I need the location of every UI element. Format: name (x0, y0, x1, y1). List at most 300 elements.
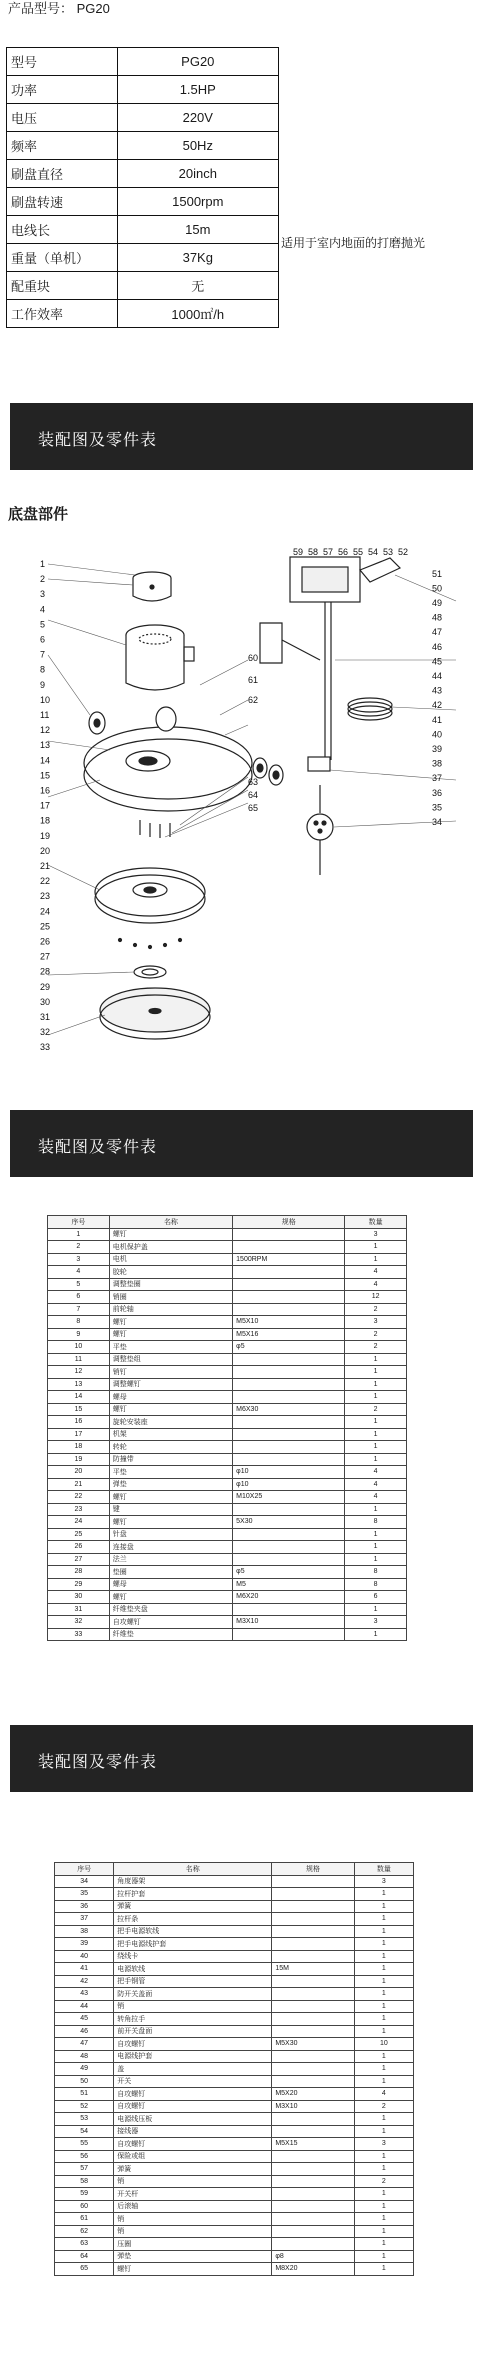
part-number: 44 (55, 2000, 114, 2013)
part-number: 21 (48, 1478, 110, 1491)
part-number: 7 (48, 1303, 110, 1316)
part-name: 调整垫圈 (109, 1278, 232, 1291)
part-spec (272, 2000, 354, 2013)
spec-row (7, 132, 279, 160)
part-spec (233, 1228, 345, 1241)
diagram-callout: 31 (40, 1012, 51, 1022)
part-name: 自攻螺钉 (114, 2038, 272, 2051)
part-name: 调整垫组 (109, 1353, 232, 1366)
table-row (48, 1328, 407, 1341)
part-number: 2 (48, 1241, 110, 1254)
part-spec: 1500RPM (233, 1253, 345, 1266)
spec-value: 15m (117, 216, 278, 244)
part-name: 自攻螺钉 (114, 2100, 272, 2113)
part-spec (233, 1428, 345, 1441)
diagram-callout: 7 (40, 649, 46, 660)
part-number: 38 (55, 1925, 114, 1938)
part-name: 销圈 (109, 1291, 232, 1304)
diagram-callout: 25 (40, 921, 51, 932)
part-name: 垫圈 (109, 1566, 232, 1579)
spec-table (6, 47, 279, 328)
diagram-callout: 19 (40, 830, 51, 841)
part-qty: 4 (345, 1478, 407, 1491)
part-number: 3 (48, 1253, 110, 1266)
part-name: 电源线护套 (114, 2050, 272, 2063)
part-number: 11 (48, 1353, 110, 1366)
table-row (48, 1428, 407, 1441)
part-qty: 1 (345, 1453, 407, 1466)
table-row (55, 1900, 414, 1913)
diagram-callout: 58 (308, 547, 319, 557)
part-number: 62 (55, 2225, 114, 2238)
diagram-callout: 14 (40, 755, 51, 766)
part-qty: 1 (345, 1428, 407, 1441)
diagram-callout: 35 (432, 802, 443, 813)
spec-value: 无 (117, 272, 278, 300)
part-qty: 1 (354, 2113, 413, 2126)
part-qty: 1 (345, 1241, 407, 1254)
part-qty: 1 (354, 1963, 413, 1976)
table-row (55, 1913, 414, 1926)
diagram-callout: 23 (40, 891, 51, 902)
part-number: 42 (55, 1975, 114, 1988)
parts-column-header: 名称 (114, 1863, 272, 1876)
table-row (48, 1553, 407, 1566)
part-qty: 1 (345, 1416, 407, 1429)
part-number: 20 (48, 1466, 110, 1479)
assembly-banner-2 (10, 1110, 473, 1177)
spec-value: PG20 (117, 48, 278, 76)
spec-row (7, 216, 279, 244)
table-row (48, 1253, 407, 1266)
part-qty: 1 (354, 1888, 413, 1901)
part-name: 电源软线 (114, 1963, 272, 1976)
part-number: 63 (55, 2238, 114, 2251)
parts-column-header: 名称 (109, 1216, 232, 1229)
diagram-callout: 44 (432, 671, 443, 681)
part-name: 销 (114, 2213, 272, 2226)
part-number: 41 (55, 1963, 114, 1976)
diagram-callout: 48 (432, 612, 443, 623)
part-name: 转角拉手 (114, 2013, 272, 2026)
part-qty: 2 (345, 1303, 407, 1316)
diagram-callout: 41 (432, 714, 443, 725)
part-qty: 1 (354, 2213, 413, 2226)
part-number: 52 (55, 2100, 114, 2113)
part-number: 4 (48, 1266, 110, 1279)
table-row (55, 2013, 414, 2026)
table-row (55, 1925, 414, 1938)
part-number: 39 (55, 1938, 114, 1951)
table-row (55, 2238, 414, 2251)
part-spec (272, 2125, 354, 2138)
diagram-callout: 20 (40, 845, 51, 856)
part-qty: 2 (345, 1341, 407, 1354)
table-row (48, 1541, 407, 1554)
part-qty: 3 (345, 1616, 407, 1629)
table-row (48, 1453, 407, 1466)
spec-key: 重量（单机） (7, 244, 118, 272)
diagram-callout: 1 (40, 559, 46, 569)
chassis-exploded-diagram (0, 535, 478, 1053)
spec-row (7, 76, 279, 104)
part-name: 拉杆护套 (114, 1888, 272, 1901)
diagram-callout: 55 (353, 547, 364, 557)
part-qty: 1 (354, 1925, 413, 1938)
part-spec (272, 1888, 354, 1901)
diagram-callout: 51 (432, 568, 443, 579)
table-row (55, 2113, 414, 2126)
part-number: 47 (55, 2038, 114, 2051)
banner-title: 装配图及零件表 (38, 1754, 158, 1771)
table-row (48, 1416, 407, 1429)
diagram-callout: 33 (40, 1042, 51, 1053)
part-name: 开关杆 (114, 2188, 272, 2201)
part-spec (233, 1541, 345, 1554)
part-number: 25 (48, 1528, 110, 1541)
table-row (48, 1466, 407, 1479)
part-qty: 4 (345, 1491, 407, 1504)
table-row (55, 2200, 414, 2213)
part-name: 电机 (109, 1253, 232, 1266)
table-row (48, 1628, 407, 1641)
part-number: 16 (48, 1416, 110, 1429)
part-qty: 3 (354, 1875, 413, 1888)
assembly-banner-3 (10, 1725, 473, 1792)
diagram-callout: 15 (40, 770, 51, 781)
part-name: 平垫 (109, 1341, 232, 1354)
part-name: 接线器 (114, 2125, 272, 2138)
table-row (55, 2175, 414, 2188)
part-spec: φ10 (233, 1478, 345, 1491)
part-name: 连接盘 (109, 1541, 232, 1554)
part-spec (272, 1925, 354, 1938)
part-name: 绕线卡 (114, 1950, 272, 1963)
spec-row (7, 272, 279, 300)
part-qty: 1 (354, 2125, 413, 2138)
spec-value: 20inch (117, 160, 278, 188)
table-row (55, 2025, 414, 2038)
part-spec (272, 2225, 354, 2238)
part-number: 32 (48, 1616, 110, 1629)
part-name: 螺钉 (109, 1328, 232, 1341)
part-spec (272, 2113, 354, 2126)
table-row (48, 1353, 407, 1366)
part-name: 法兰 (109, 1553, 232, 1566)
diagram-callout: 56 (338, 547, 349, 557)
part-name: 前轮轴 (109, 1303, 232, 1316)
diagram-callout: 17 (40, 800, 51, 811)
part-qty: 1 (354, 2250, 413, 2263)
spec-value: 37Kg (117, 244, 278, 272)
table-row (55, 1875, 414, 1888)
section-title-chassis: 底盘部件 (8, 506, 69, 523)
part-spec (272, 1950, 354, 1963)
part-spec (272, 2013, 354, 2026)
part-spec (233, 1528, 345, 1541)
part-spec (272, 1875, 354, 1888)
part-qty: 8 (345, 1566, 407, 1579)
table-row (55, 2213, 414, 2226)
part-number: 60 (55, 2200, 114, 2213)
parts-column-header: 数量 (345, 1216, 407, 1229)
part-name: 销 (114, 2225, 272, 2238)
part-name: 螺钉 (114, 2263, 272, 2276)
table-row (48, 1578, 407, 1591)
part-qty: 4 (354, 2088, 413, 2101)
diagram-callout: 50 (432, 583, 443, 594)
part-spec (233, 1303, 345, 1316)
diagram-callout: 5 (40, 619, 46, 630)
table-row (55, 2075, 414, 2088)
part-number: 22 (48, 1491, 110, 1504)
part-name: 角度器架 (114, 1875, 272, 1888)
part-qty: 4 (345, 1278, 407, 1291)
part-spec (272, 2213, 354, 2226)
table-row (48, 1341, 407, 1354)
table-row (48, 1278, 407, 1291)
diagram-callout: 62 (248, 695, 259, 705)
part-name: 螺钉 (109, 1316, 232, 1329)
spec-key: 刷盘转速 (7, 188, 118, 216)
part-name: 保险或组 (114, 2150, 272, 2163)
diagram-callout: 10 (40, 694, 51, 705)
spec-note: 适用于室内地面的打磨抛光 (281, 236, 426, 250)
diagram-callout: 27 (40, 951, 51, 962)
part-name: 自攻螺钉 (114, 2088, 272, 2101)
part-qty: 1 (345, 1366, 407, 1379)
part-spec (272, 2163, 354, 2176)
part-number: 37 (55, 1913, 114, 1926)
part-qty: 1 (354, 1988, 413, 2001)
table-row (48, 1366, 407, 1379)
diagram-callout: 11 (40, 710, 50, 720)
diagram-callout: 49 (432, 598, 443, 608)
diagram-callout: 57 (323, 547, 334, 557)
table-row (55, 2263, 414, 2276)
part-number: 31 (48, 1603, 110, 1616)
part-spec (272, 2075, 354, 2088)
diagram-callout: 32 (40, 1027, 51, 1038)
part-spec (272, 2025, 354, 2038)
part-name: 胶轮 (109, 1266, 232, 1279)
table-row (55, 2163, 414, 2176)
part-spec (233, 1441, 345, 1454)
table-row (48, 1303, 407, 1316)
part-name: 前开关盘面 (114, 2025, 272, 2038)
parts-column-header: 规格 (272, 1863, 354, 1876)
part-number: 54 (55, 2125, 114, 2138)
part-qty: 1 (354, 2200, 413, 2213)
part-qty: 4 (345, 1466, 407, 1479)
spec-row (7, 160, 279, 188)
diagram-callout: 13 (40, 740, 51, 751)
part-spec: M5X15 (272, 2138, 354, 2151)
part-spec: φ8 (272, 2250, 354, 2263)
table-row (55, 2100, 414, 2113)
part-qty: 8 (345, 1516, 407, 1529)
diagram-callout: 29 (40, 981, 51, 992)
part-spec (233, 1278, 345, 1291)
part-number: 29 (48, 1578, 110, 1591)
part-number: 28 (48, 1566, 110, 1579)
part-spec: M5X20 (272, 2088, 354, 2101)
parts-table-2 (54, 1862, 414, 2276)
table-row (48, 1441, 407, 1454)
diagram-callout: 63 (248, 777, 259, 787)
table-row (48, 1316, 407, 1329)
part-spec (233, 1266, 345, 1279)
part-number: 55 (55, 2138, 114, 2151)
part-number: 57 (55, 2163, 114, 2176)
part-qty: 1 (354, 2013, 413, 2026)
part-spec: M5 (233, 1578, 345, 1591)
part-qty: 1 (354, 2188, 413, 2201)
spec-row (7, 104, 279, 132)
diagram-callout: 22 (40, 876, 51, 887)
table-row (48, 1603, 407, 1616)
diagram-callout: 2 (40, 574, 46, 585)
part-spec (233, 1628, 345, 1641)
diagram-callout: 45 (432, 656, 443, 667)
diagram-callout: 54 (368, 547, 379, 557)
part-qty: 1 (354, 2025, 413, 2038)
part-name: 螺钉 (109, 1403, 232, 1416)
part-number: 64 (55, 2250, 114, 2263)
spec-value: 50Hz (117, 132, 278, 160)
part-name: 键 (109, 1503, 232, 1516)
part-qty: 1 (354, 1950, 413, 1963)
part-name: 螺钉 (109, 1491, 232, 1504)
assembly-banner-1 (10, 403, 473, 470)
part-number: 15 (48, 1403, 110, 1416)
part-spec (233, 1391, 345, 1404)
diagram-callout: 18 (40, 815, 51, 826)
spec-key: 电线长 (7, 216, 118, 244)
part-number: 48 (55, 2050, 114, 2063)
part-spec: M10X25 (233, 1491, 345, 1504)
diagram-callout: 21 (40, 861, 51, 871)
part-qty: 1 (354, 1938, 413, 1951)
part-spec (272, 2050, 354, 2063)
diagram-callout: 60 (248, 653, 259, 663)
part-qty: 1 (354, 2225, 413, 2238)
part-name: 电源线压板 (114, 2113, 272, 2126)
diagram-callout: 59 (293, 547, 304, 557)
part-name: 防开关盖面 (114, 1988, 272, 2001)
diagram-callout: 12 (40, 725, 51, 736)
part-qty: 1 (354, 2000, 413, 2013)
table-row (48, 1491, 407, 1504)
part-qty: 1 (345, 1528, 407, 1541)
part-qty: 1 (354, 2238, 413, 2251)
part-number: 14 (48, 1391, 110, 1404)
table-row (48, 1378, 407, 1391)
part-qty: 1 (354, 2063, 413, 2076)
part-qty: 6 (345, 1591, 407, 1604)
product-model-line: 产品型号： PG20 (8, 1, 110, 16)
part-name: 纤维垫 (109, 1628, 232, 1641)
part-name: 压圈 (114, 2238, 272, 2251)
part-number: 30 (48, 1591, 110, 1604)
part-spec: M5X16 (233, 1328, 345, 1341)
diagram-callout: 34 (432, 817, 443, 827)
table-row (55, 2050, 414, 2063)
table-row (48, 1528, 407, 1541)
part-qty: 1 (345, 1253, 407, 1266)
part-number: 50 (55, 2075, 114, 2088)
part-spec (272, 1975, 354, 1988)
part-number: 36 (55, 1900, 114, 1913)
part-name: 螺钉 (109, 1591, 232, 1604)
part-name: 机架 (109, 1428, 232, 1441)
part-spec: M6X20 (233, 1591, 345, 1604)
part-name: 弹垫 (109, 1478, 232, 1491)
table-row (48, 1241, 407, 1254)
part-spec: M8X20 (272, 2263, 354, 2276)
diagram-callout: 37 (432, 773, 443, 784)
table-row (48, 1391, 407, 1404)
table-row (55, 2125, 414, 2138)
part-spec (272, 2200, 354, 2213)
part-name: 自攻螺钉 (114, 2138, 272, 2151)
parts-column-header: 数量 (354, 1863, 413, 1876)
banner-title: 装配图及零件表 (38, 1139, 158, 1156)
diagram-callout: 47 (432, 627, 443, 638)
part-qty: 2 (345, 1403, 407, 1416)
diagram-callout: 26 (40, 936, 51, 947)
part-number: 5 (48, 1278, 110, 1291)
part-name: 销 (114, 2000, 272, 2013)
part-number: 1 (48, 1228, 110, 1241)
part-name: 调整螺钉 (109, 1378, 232, 1391)
table-row (55, 1950, 414, 1963)
part-number: 23 (48, 1503, 110, 1516)
diagram-callout: 16 (40, 785, 51, 796)
table-row (55, 2150, 414, 2163)
part-name: 转轮 (109, 1441, 232, 1454)
part-number: 10 (48, 1341, 110, 1354)
diagram-callout: 61 (248, 675, 259, 685)
part-spec (272, 2188, 354, 2201)
part-qty: 3 (345, 1228, 407, 1241)
part-qty: 1 (345, 1553, 407, 1566)
part-spec (233, 1353, 345, 1366)
part-number: 33 (48, 1628, 110, 1641)
part-number: 17 (48, 1428, 110, 1441)
part-number: 65 (55, 2263, 114, 2276)
part-name: 螺钉 (109, 1516, 232, 1529)
part-number: 53 (55, 2113, 114, 2126)
part-name: 针盘 (109, 1528, 232, 1541)
part-number: 12 (48, 1366, 110, 1379)
spec-key: 刷盘直径 (7, 160, 118, 188)
spec-key: 功率 (7, 76, 118, 104)
spec-value: 1500rpm (117, 188, 278, 216)
banner-title: 装配图及零件表 (38, 432, 158, 449)
part-spec (272, 2150, 354, 2163)
part-name: 防撞带 (109, 1453, 232, 1466)
part-name: 电机保护盖 (109, 1241, 232, 1254)
table-row (48, 1566, 407, 1579)
part-name: 旋轮安装座 (109, 1416, 232, 1429)
table-row (55, 1938, 414, 1951)
part-name: 把手电源软线 (114, 1925, 272, 1938)
part-number: 45 (55, 2013, 114, 2026)
diagram-callout: 30 (40, 996, 51, 1007)
part-number: 49 (55, 2063, 114, 2076)
part-number: 9 (48, 1328, 110, 1341)
